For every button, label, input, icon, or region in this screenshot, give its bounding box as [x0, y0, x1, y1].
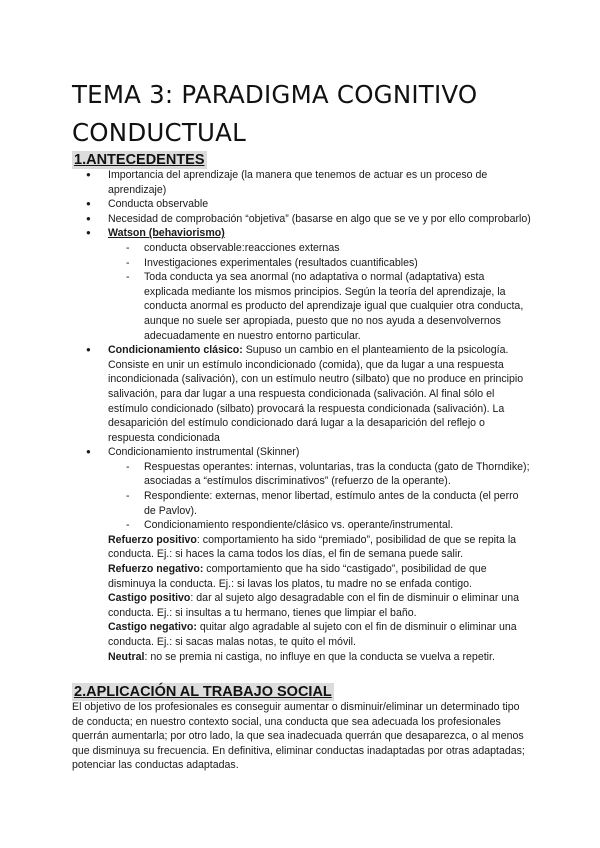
- section-heading-antecedentes: 1.ANTECEDENTES: [74, 152, 205, 168]
- refuerzo-positivo-label: Refuerzo positivo: [108, 533, 197, 546]
- list-item-instrumental: [72, 445, 532, 533]
- neutral: [72, 650, 532, 665]
- list-item-clasico: [72, 343, 532, 445]
- bullet-list: [72, 168, 532, 533]
- clasico-label: Condicionamiento clásico:: [108, 344, 243, 357]
- list-item: ● Conducta observable: [72, 197, 532, 212]
- castigo-negativo-label: Castigo negativo:: [108, 621, 197, 634]
- castigo-positivo-text: : dar al sujeto algo desagradable con el fin de disminuir o eliminar una conducta. Ej.: si insultas a tu hermano, tienes que limpiar el baño.: [108, 592, 520, 619]
- list-item: ● Importancia del aprendizaje (la manera que tenemos de actuar es un proceso de aprendizaje): [72, 168, 532, 197]
- refuerzo-negativo: [72, 562, 532, 591]
- section-body-antecedentes: [72, 168, 532, 664]
- refuerzo-negativo-text: comportamiento que ha sido “castigado”, posibilidad de que disminuya la conducta. Ej.: si lavas los platos, tu madre no se enfada contigo.: [108, 563, 487, 590]
- sub-list: [107, 241, 532, 343]
- refuerzo-positivo-text: : comportamiento ha sido “premiado”, posibilidad de que se repita la conducta. Ej.: si haces la cama todos los días, el fin de semana puede salir.: [108, 533, 517, 561]
- refuerzo-negativo-label: Refuerzo negativo:: [108, 563, 204, 576]
- title-line-2: CONDUCTUAL: [72, 118, 246, 147]
- sub-list-item: - Respuestas operantes: internas, voluntarias, tras la conducta (gato de Thorndike); asociadas a “estímulos discriminativos” (refuerzo de la operante).: [107, 460, 532, 489]
- sub-list-item: - conducta observable:reacciones externas: [107, 241, 532, 256]
- list-item: ● Necesidad de comprobación “objetiva” (basarse en algo que se ve y por ello comprobarlo): [72, 212, 532, 227]
- castigo-positivo-label: Castigo positivo: [108, 592, 191, 605]
- sub-list-item: - Investigaciones experimentales (resultados cuantificables): [107, 256, 532, 271]
- castigo-negativo-text: quitar algo agradable al sujeto con el fin de disminuir o eliminar una conducta. Ej.: si sacas malas notas, te quito el móvil.: [108, 621, 517, 648]
- title-line-1: TEMA 3: PARADIGMA COGNITIVO: [72, 80, 478, 109]
- list-item-watson: [72, 226, 532, 343]
- clasico-text: Supuso un cambio en el planteamiento de la psicología. Consiste en unir un estímulo incondicionado (comida), que da lugar a una respuesta incondicionada (salivación), con un estímulo neutro (silbato) que no produce en principio salivación, para dar lugar a una respuesta condicionada (salivación. Al final sólo el estímulo condicionado (silbato) provocará la respuesta condicionada (salivación). La desaparición del estímulo condicionado dará lugar a la desaparición del reflejo o respuesta condicionada: [108, 344, 524, 444]
- refuerzo-positivo: [72, 533, 532, 562]
- sub-list-item: - Toda conducta ya sea anormal (no adaptativa o normal (adaptativa) esta explicada mediante los mismos principios. Según la teoría del aprendizaje, la conducta anormal es producto del aprendizaje igual que cualquier otra conducta, aunque no suele ser apropiada, puesto que no nos ayuda a desenvolvernos adecuadamente en nuestro entorno particular.: [107, 270, 532, 343]
- section-heading-aplicacion: 2.APLICACIÓN AL TRABAJO SOCIAL: [74, 684, 332, 700]
- castigo-negativo: [72, 620, 532, 649]
- section-body-aplicacion: [72, 700, 532, 773]
- sub-list-item: - Respondiente: externas, menor libertad, estímulo antes de la conducta (el perro de Pavlov).: [107, 489, 532, 518]
- aplicacion-paragraph: El objetivo de los profesionales es conseguir aumentar o disminuir/eliminar un determinado tipo de conducta; en nuestro contexto social, una conducta que sea adecuada los profesionales querrán aumentarla; por otro lado, la que sea inadecuada querrán que desaparezca, o al menos que disminuya su frecuencia. En definitiva, eliminar conductas inadaptadas por otras adaptadas; potenciar las conductas adaptadas.: [72, 701, 525, 772]
- sub-list: [107, 460, 532, 533]
- castigo-positivo: [72, 591, 532, 620]
- sub-list-item: - Condicionamiento respondiente/clásico vs. operante/instrumental.: [107, 518, 532, 533]
- watson-label: Watson (behaviorismo): [108, 227, 225, 240]
- instrumental-label: Condicionamiento instrumental (Skinner): [108, 446, 300, 459]
- refuerzos-block: [72, 533, 532, 664]
- neutral-label: Neutral: [108, 650, 145, 663]
- neutral-text: : no se premia ni castiga, no influye en que la conducta se vuelva a repetir.: [144, 650, 495, 663]
- page-title: [72, 76, 532, 152]
